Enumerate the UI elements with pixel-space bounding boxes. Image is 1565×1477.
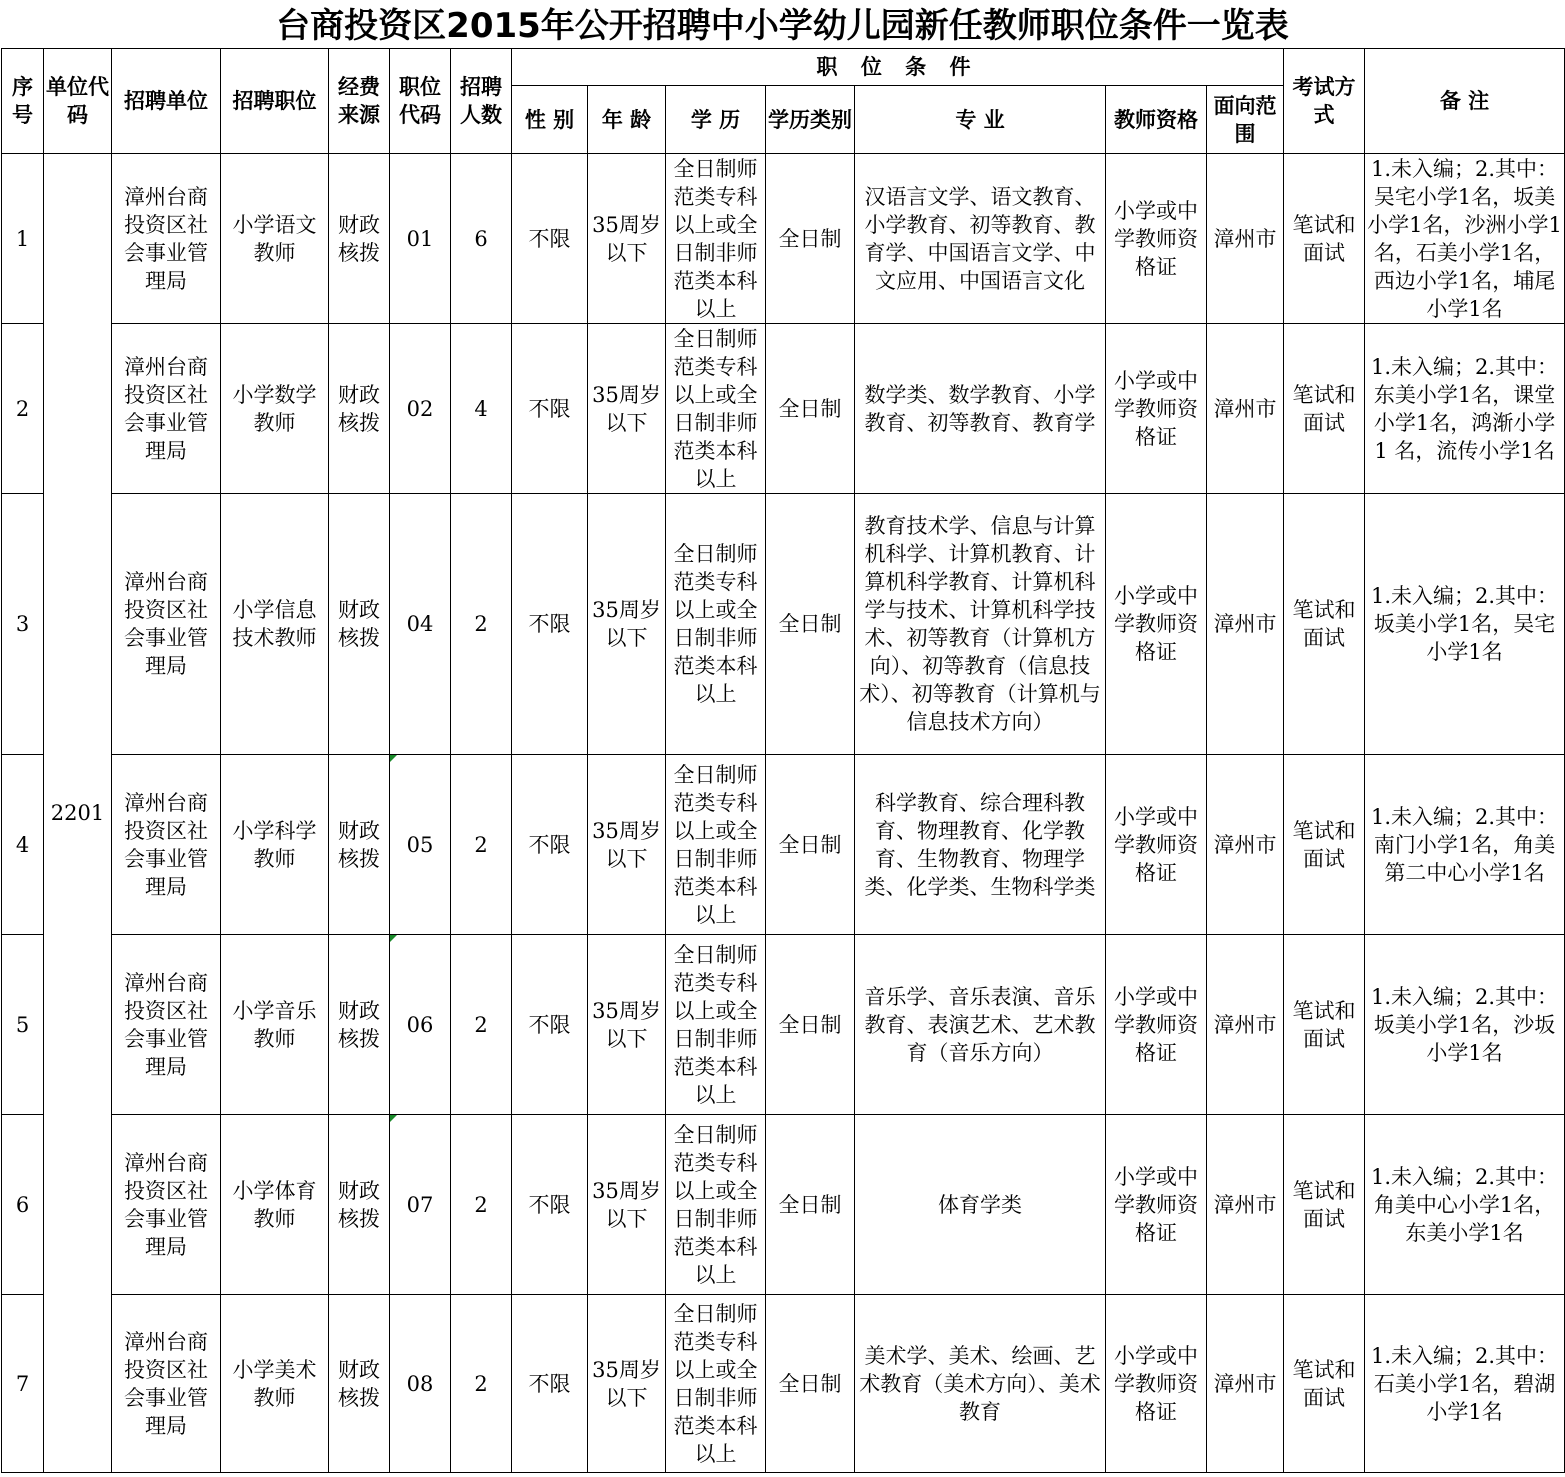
cell-age: 35周岁以下 bbox=[588, 935, 666, 1115]
cell-qualification: 小学或中学教师资格证 bbox=[1106, 154, 1207, 324]
cell-major: 美术学、美术、绘画、艺术教育（美术方向）、美术教育 bbox=[855, 1295, 1106, 1473]
cell-education: 全日制师范类专科以上或全日制非师范类本科以上 bbox=[666, 1115, 766, 1295]
cell-qualification: 小学或中学教师资格证 bbox=[1106, 494, 1207, 755]
cell-count: 4 bbox=[451, 324, 512, 494]
cell-gender: 不限 bbox=[512, 1115, 588, 1295]
cell-qualification: 小学或中学教师资格证 bbox=[1106, 1115, 1207, 1295]
cell-position: 小学语文教师 bbox=[221, 154, 329, 324]
cell-remarks: 1.未入编；2.其中：坂美小学1名，沙坂小学1名 bbox=[1365, 935, 1565, 1115]
cell-exam: 笔试和面试 bbox=[1284, 755, 1365, 935]
cell-edu-type: 全日制 bbox=[766, 154, 855, 324]
cell-count: 2 bbox=[451, 1295, 512, 1473]
cell-exam: 笔试和面试 bbox=[1284, 324, 1365, 494]
cell-education: 全日制师范类专科以上或全日制非师范类本科以上 bbox=[666, 324, 766, 494]
cell-education: 全日制师范类专科以上或全日制非师范类本科以上 bbox=[666, 755, 766, 935]
cell-count: 2 bbox=[451, 755, 512, 935]
cell-unit: 漳州台商投资区社会事业管理局 bbox=[112, 324, 221, 494]
cell-seq: 1 bbox=[2, 154, 44, 324]
cell-edu-type: 全日制 bbox=[766, 494, 855, 755]
cell-age: 35周岁以下 bbox=[588, 154, 666, 324]
cell-edu-type: 全日制 bbox=[766, 324, 855, 494]
cell-edu-type: 全日制 bbox=[766, 935, 855, 1115]
cell-funding: 财政核拨 bbox=[329, 494, 390, 755]
cell-remarks: 1.未入编；2.其中：南门小学1名，角美第二中心小学1名 bbox=[1365, 755, 1565, 935]
header-seq: 序号 bbox=[2, 49, 44, 154]
cell-remarks: 1.未入编；2.其中：坂美小学1名，吴宅小学1名 bbox=[1365, 494, 1565, 755]
cell-unit: 漳州台商投资区社会事业管理局 bbox=[112, 1295, 221, 1473]
cell-unit: 漳州台商投资区社会事业管理局 bbox=[112, 154, 221, 324]
cell-education: 全日制师范类专科以上或全日制非师范类本科以上 bbox=[666, 1295, 766, 1473]
header-exam: 考试方式 bbox=[1284, 49, 1365, 154]
cell-pos-code: 05 bbox=[390, 755, 451, 935]
cell-count: 2 bbox=[451, 1115, 512, 1295]
cell-count: 6 bbox=[451, 154, 512, 324]
cell-position: 小学科学教师 bbox=[221, 755, 329, 935]
cell-education: 全日制师范类专科以上或全日制非师范类本科以上 bbox=[666, 494, 766, 755]
cell-gender: 不限 bbox=[512, 755, 588, 935]
header-pos-code: 职位代码 bbox=[390, 49, 451, 154]
cell-funding: 财政核拨 bbox=[329, 1295, 390, 1473]
header-scope: 面向范围 bbox=[1207, 86, 1284, 154]
cell-unit: 漳州台商投资区社会事业管理局 bbox=[112, 935, 221, 1115]
positions-table bbox=[1, 48, 1565, 1473]
cell-exam: 笔试和面试 bbox=[1284, 154, 1365, 324]
cell-seq: 5 bbox=[2, 935, 44, 1115]
cell-age: 35周岁以下 bbox=[588, 1295, 666, 1473]
header-education: 学 历 bbox=[666, 86, 766, 154]
cell-position: 小学信息技术教师 bbox=[221, 494, 329, 755]
cell-funding: 财政核拨 bbox=[329, 755, 390, 935]
cell-education: 全日制师范类专科以上或全日制非师范类本科以上 bbox=[666, 935, 766, 1115]
cell-qualification: 小学或中学教师资格证 bbox=[1106, 1295, 1207, 1473]
cell-scope: 漳州市 bbox=[1207, 1115, 1284, 1295]
cell-seq: 2 bbox=[2, 324, 44, 494]
cell-funding: 财政核拨 bbox=[329, 154, 390, 324]
cell-pos-code: 02 bbox=[390, 324, 451, 494]
cell-position: 小学美术教师 bbox=[221, 1295, 329, 1473]
cell-qualification: 小学或中学教师资格证 bbox=[1106, 755, 1207, 935]
header-edu-type: 学历类别 bbox=[766, 86, 855, 154]
table-row bbox=[2, 1115, 1565, 1295]
cell-unit: 漳州台商投资区社会事业管理局 bbox=[112, 494, 221, 755]
cell-exam: 笔试和面试 bbox=[1284, 1115, 1365, 1295]
cell-age: 35周岁以下 bbox=[588, 494, 666, 755]
cell-scope: 漳州市 bbox=[1207, 755, 1284, 935]
cell-gender: 不限 bbox=[512, 1295, 588, 1473]
cell-exam: 笔试和面试 bbox=[1284, 494, 1365, 755]
cell-seq: 6 bbox=[2, 1115, 44, 1295]
cell-count: 2 bbox=[451, 935, 512, 1115]
cell-qualification: 小学或中学教师资格证 bbox=[1106, 935, 1207, 1115]
cell-age: 35周岁以下 bbox=[588, 755, 666, 935]
cell-major: 科学教育、综合理科教育、物理教育、化学教育、生物教育、物理学类、化学类、生物科学类 bbox=[855, 755, 1106, 935]
cell-education: 全日制师范类专科以上或全日制非师范类本科以上 bbox=[666, 154, 766, 324]
cell-unit: 漳州台商投资区社会事业管理局 bbox=[112, 1115, 221, 1295]
cell-pos-code: 06 bbox=[390, 935, 451, 1115]
cell-edu-type: 全日制 bbox=[766, 1295, 855, 1473]
cell-pos-code: 07 bbox=[390, 1115, 451, 1295]
cell-scope: 漳州市 bbox=[1207, 935, 1284, 1115]
cell-scope: 漳州市 bbox=[1207, 154, 1284, 324]
header-position: 招聘职位 bbox=[221, 49, 329, 154]
cell-unit-code: 2201 bbox=[44, 154, 112, 1473]
header-row-1 bbox=[2, 49, 1565, 86]
table-row bbox=[2, 494, 1565, 755]
cell-major: 汉语言文学、语文教育、小学教育、初等教育、教育学、中国语言文学、中文应用、中国语言文化 bbox=[855, 154, 1106, 324]
cell-qualification: 小学或中学教师资格证 bbox=[1106, 324, 1207, 494]
header-unit: 招聘单位 bbox=[112, 49, 221, 154]
cell-age: 35周岁以下 bbox=[588, 1115, 666, 1295]
cell-position: 小学体育教师 bbox=[221, 1115, 329, 1295]
cell-seq: 3 bbox=[2, 494, 44, 755]
cell-remarks: 1.未入编；2.其中：东美小学1名，课堂小学1名，鸿渐小学 1 名，流传小学1名 bbox=[1365, 324, 1565, 494]
cell-gender: 不限 bbox=[512, 154, 588, 324]
cell-seq: 7 bbox=[2, 1295, 44, 1473]
header-gender: 性 别 bbox=[512, 86, 588, 154]
cell-funding: 财政核拨 bbox=[329, 935, 390, 1115]
cell-scope: 漳州市 bbox=[1207, 494, 1284, 755]
table-row bbox=[2, 755, 1565, 935]
cell-seq: 4 bbox=[2, 755, 44, 935]
cell-gender: 不限 bbox=[512, 324, 588, 494]
header-conditions: 职 位 条 件 bbox=[512, 49, 1284, 86]
cell-edu-type: 全日制 bbox=[766, 1115, 855, 1295]
cell-funding: 财政核拨 bbox=[329, 324, 390, 494]
header-unit-code: 单位代码 bbox=[44, 49, 112, 154]
header-qualification: 教师资格 bbox=[1106, 86, 1207, 154]
cell-major: 数学类、数学教育、小学教育、初等教育、教育学 bbox=[855, 324, 1106, 494]
cell-major: 教育技术学、信息与计算机科学、计算机教育、计算机科学教育、计算机科学与技术、计算机科学技术、初等教育（计算机方向）、初等教育（信息技术）、初等教育（计算机与信息技术方向） bbox=[855, 494, 1106, 755]
table-row bbox=[2, 324, 1565, 494]
cell-scope: 漳州市 bbox=[1207, 1295, 1284, 1473]
cell-funding: 财政核拨 bbox=[329, 1115, 390, 1295]
cell-pos-code: 08 bbox=[390, 1295, 451, 1473]
cell-remarks: 1.未入编；2.其中：石美小学1名，碧湖小学1名 bbox=[1365, 1295, 1565, 1473]
cell-scope: 漳州市 bbox=[1207, 324, 1284, 494]
header-remarks: 备 注 bbox=[1365, 49, 1565, 154]
page-title: 台商投资区2015年公开招聘中小学幼儿园新任教师职位条件一览表 bbox=[276, 6, 1289, 46]
table-row bbox=[2, 935, 1565, 1115]
cell-count: 2 bbox=[451, 494, 512, 755]
header-major: 专 业 bbox=[855, 86, 1106, 154]
cell-remarks: 1.未入编；2.其中：角美中心小学1名，东美小学1名 bbox=[1365, 1115, 1565, 1295]
header-age: 年 龄 bbox=[588, 86, 666, 154]
cell-pos-code: 01 bbox=[390, 154, 451, 324]
cell-remarks: 1.未入编；2.其中：吴宅小学1名，坂美小学1名，沙洲小学1名，石美小学1名，西边小学1名，埔尾小学1名 bbox=[1365, 154, 1565, 324]
table-row bbox=[2, 154, 1565, 324]
cell-exam: 笔试和面试 bbox=[1284, 935, 1365, 1115]
cell-gender: 不限 bbox=[512, 494, 588, 755]
header-funding: 经费来源 bbox=[329, 49, 390, 154]
cell-pos-code: 04 bbox=[390, 494, 451, 755]
cell-major: 音乐学、音乐表演、音乐教育、表演艺术、艺术教育（音乐方向） bbox=[855, 935, 1106, 1115]
header-count: 招聘人数 bbox=[451, 49, 512, 154]
cell-age: 35周岁以下 bbox=[588, 324, 666, 494]
cell-edu-type: 全日制 bbox=[766, 755, 855, 935]
cell-major: 体育学类 bbox=[855, 1115, 1106, 1295]
cell-gender: 不限 bbox=[512, 935, 588, 1115]
cell-position: 小学音乐教师 bbox=[221, 935, 329, 1115]
cell-unit: 漳州台商投资区社会事业管理局 bbox=[112, 755, 221, 935]
cell-position: 小学数学教师 bbox=[221, 324, 329, 494]
table-row bbox=[2, 1295, 1565, 1473]
cell-exam: 笔试和面试 bbox=[1284, 1295, 1365, 1473]
